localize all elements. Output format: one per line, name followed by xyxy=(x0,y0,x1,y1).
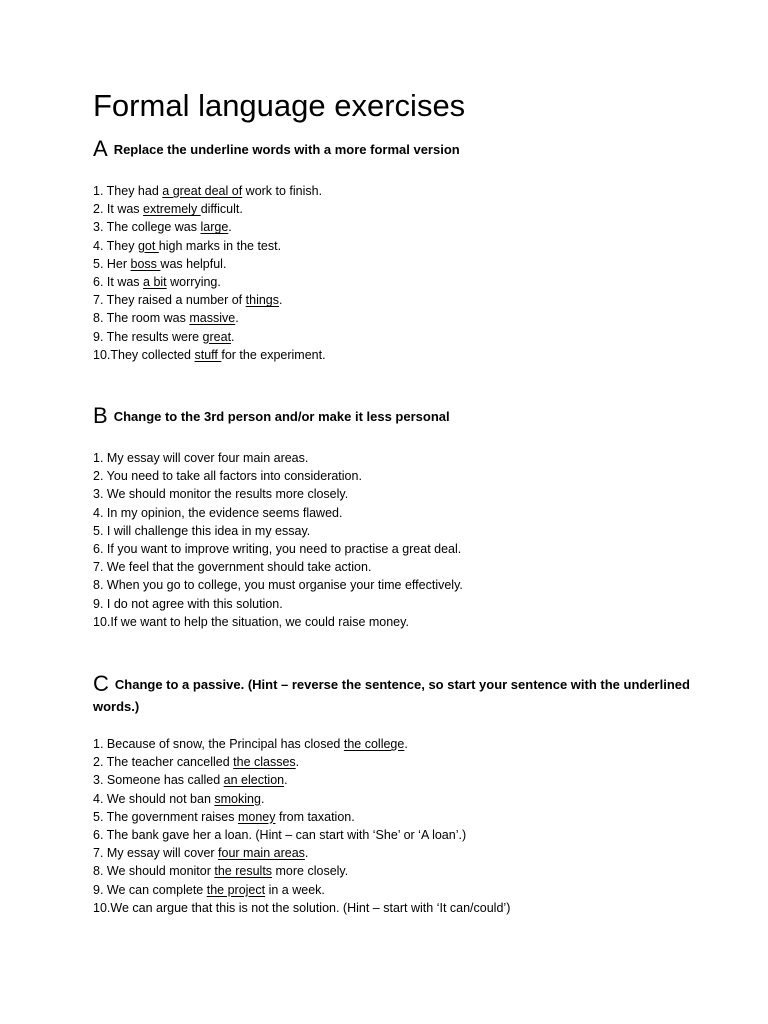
item-text: We should not ban xyxy=(106,791,215,806)
item-number: 1. xyxy=(93,737,107,751)
item-underlined-text: the classes xyxy=(233,755,296,770)
item-text: The government raises xyxy=(106,809,238,824)
item-text-end: . xyxy=(284,773,288,788)
item-text-end: high marks in the test. xyxy=(158,238,282,253)
section-a-list xyxy=(93,182,326,364)
item-number: 6. xyxy=(93,274,107,289)
item-text: If we want to help the situation, we could raise money. xyxy=(110,614,409,629)
item-number: 10. xyxy=(93,347,111,362)
section-b-list xyxy=(93,449,463,631)
item-number: 2. xyxy=(93,202,107,217)
item-number: 6. xyxy=(93,541,107,556)
item-number: 9. xyxy=(93,596,107,611)
list-item xyxy=(93,899,510,917)
item-underlined-text: the results xyxy=(214,864,273,879)
list-item xyxy=(93,808,510,826)
item-text: If you want to improve writing, you need to practise a great deal. xyxy=(106,541,462,556)
item-number: 10. xyxy=(93,614,111,629)
list-item xyxy=(93,291,326,309)
item-number: 1. xyxy=(93,451,107,465)
item-text: They raised a number of xyxy=(106,293,246,308)
item-number: 4. xyxy=(93,791,107,806)
list-item xyxy=(93,558,463,576)
list-item xyxy=(93,237,326,255)
list-item xyxy=(93,771,510,789)
item-text-end: for the experiment. xyxy=(221,347,326,362)
item-text-end: . xyxy=(260,791,265,806)
list-item xyxy=(93,273,326,291)
item-underlined-text: stuff xyxy=(194,347,222,362)
item-underlined-text: boss xyxy=(130,256,161,271)
item-text-end: . xyxy=(235,311,239,326)
item-underlined-text: the project xyxy=(206,882,266,897)
list-item xyxy=(93,485,463,503)
list-item xyxy=(93,346,326,364)
item-number: 2. xyxy=(93,469,107,484)
item-text-end: . xyxy=(231,329,235,344)
section-c-list xyxy=(93,735,510,917)
item-text: Someone has called xyxy=(106,773,224,788)
item-text-end: from taxation. xyxy=(275,809,355,824)
list-item xyxy=(93,753,510,771)
section-b-heading xyxy=(93,405,450,428)
list-item xyxy=(93,735,510,753)
item-number: 5. xyxy=(93,809,107,824)
item-text: You need to take all factors into consideration. xyxy=(106,469,362,484)
item-number: 7. xyxy=(93,846,107,861)
item-number: 9. xyxy=(93,329,107,344)
item-text-end: . xyxy=(279,293,283,308)
item-underlined-text: four main areas xyxy=(218,846,305,861)
list-item xyxy=(93,522,463,540)
item-text: They xyxy=(106,238,138,253)
list-item xyxy=(93,844,510,862)
list-item xyxy=(93,182,326,200)
list-item xyxy=(93,328,326,346)
item-number: 1. xyxy=(93,184,107,198)
item-number: 3. xyxy=(93,773,107,788)
item-text: I will challenge this idea in my essay. xyxy=(106,523,311,538)
item-text: They had xyxy=(106,184,163,198)
item-text: Her xyxy=(106,256,131,271)
item-text: We should monitor xyxy=(106,864,215,879)
item-text: We can argue that this is not the solution. (Hint – start with ‘It can/could’) xyxy=(110,900,511,915)
item-number: 3. xyxy=(93,220,107,235)
item-number: 10. xyxy=(93,900,111,915)
item-underlined-text: money xyxy=(237,809,276,824)
item-text: It was xyxy=(106,202,144,217)
item-underlined-text: massive xyxy=(189,311,236,326)
item-text: The teacher cancelled xyxy=(106,755,234,770)
section-instruction: Change to the 3rd person and/or make it less personal xyxy=(113,409,450,424)
list-item xyxy=(93,449,463,467)
item-number: 5. xyxy=(93,256,107,271)
section-letter: A xyxy=(93,136,108,161)
section-a-heading xyxy=(93,138,460,161)
section-instruction: Replace the underline words with a more formal version xyxy=(113,142,460,157)
item-text-end: difficult. xyxy=(200,202,243,217)
list-item xyxy=(93,595,463,613)
item-underlined-text: great xyxy=(202,329,232,344)
item-number: 9. xyxy=(93,882,107,897)
item-underlined-text: a bit xyxy=(143,274,167,289)
item-text: They collected xyxy=(110,347,195,362)
item-text: The college was xyxy=(106,220,201,235)
item-text: The results were xyxy=(106,329,203,344)
list-item xyxy=(93,218,326,236)
section-instruction: Change to a passive. (Hint – reverse the sentence, so start your sentence with the underlined words.) xyxy=(93,677,690,714)
item-underlined-text: extremely xyxy=(143,202,201,217)
list-item xyxy=(93,309,326,327)
list-item xyxy=(93,540,463,558)
section-letter: C xyxy=(93,671,109,696)
item-underlined-text: an election xyxy=(223,773,285,788)
item-text-end: . xyxy=(404,737,408,751)
item-text: Because of snow, the Principal has closed xyxy=(106,737,344,751)
list-item xyxy=(93,576,463,594)
item-text-end: worrying. xyxy=(166,274,221,289)
item-text: In my opinion, the evidence seems flawed. xyxy=(106,505,343,520)
list-item xyxy=(93,790,510,808)
item-text-end: . xyxy=(295,755,300,770)
item-text: I do not agree with this solution. xyxy=(106,596,283,611)
item-number: 6. xyxy=(93,827,107,842)
item-number: 4. xyxy=(93,505,107,520)
item-text: It was xyxy=(106,274,144,289)
list-item xyxy=(93,200,326,218)
list-item xyxy=(93,826,510,844)
list-item xyxy=(93,504,463,522)
list-item xyxy=(93,862,510,880)
item-underlined-text: a great deal of xyxy=(162,184,243,198)
item-text-end: . xyxy=(228,220,232,235)
page-title: Formal language exercises xyxy=(93,88,466,123)
item-underlined-text: smoking xyxy=(214,791,261,806)
item-text-end: work to finish. xyxy=(242,184,323,198)
list-item xyxy=(93,613,463,631)
section-letter: B xyxy=(93,403,108,428)
item-text: We feel that the government should take action. xyxy=(106,560,372,575)
item-number: 8. xyxy=(93,578,107,593)
item-text: The bank gave her a loan. (Hint – can start with ‘She’ or ‘A loan’.) xyxy=(106,827,467,842)
item-number: 7. xyxy=(93,293,107,308)
item-number: 5. xyxy=(93,523,107,538)
section-c-heading xyxy=(93,673,693,718)
item-number: 8. xyxy=(93,864,107,879)
item-text: The room was xyxy=(106,311,190,326)
item-text: We should monitor the results more closely. xyxy=(106,487,349,502)
item-underlined-text: the college xyxy=(343,737,405,751)
item-underlined-text: large xyxy=(200,220,229,235)
list-item xyxy=(93,467,463,485)
list-item xyxy=(93,255,326,273)
item-number: 2. xyxy=(93,755,107,770)
item-text: My essay will cover xyxy=(106,846,219,861)
item-text-end: more closely. xyxy=(272,864,349,879)
item-number: 8. xyxy=(93,311,107,326)
item-text-end: . xyxy=(304,846,309,861)
item-text-end: in a week. xyxy=(265,882,325,897)
list-item xyxy=(93,881,510,899)
item-number: 4. xyxy=(93,238,107,253)
item-number: 7. xyxy=(93,560,107,575)
item-number: 3. xyxy=(93,487,107,502)
item-text: My essay will cover four main areas. xyxy=(106,451,309,465)
item-text-end: was helpful. xyxy=(160,256,227,271)
item-underlined-text: got xyxy=(137,238,159,253)
item-text: When you go to college, you must organise your time effectively. xyxy=(106,578,463,593)
item-underlined-text: things xyxy=(245,293,279,308)
item-text: We can complete xyxy=(106,882,207,897)
